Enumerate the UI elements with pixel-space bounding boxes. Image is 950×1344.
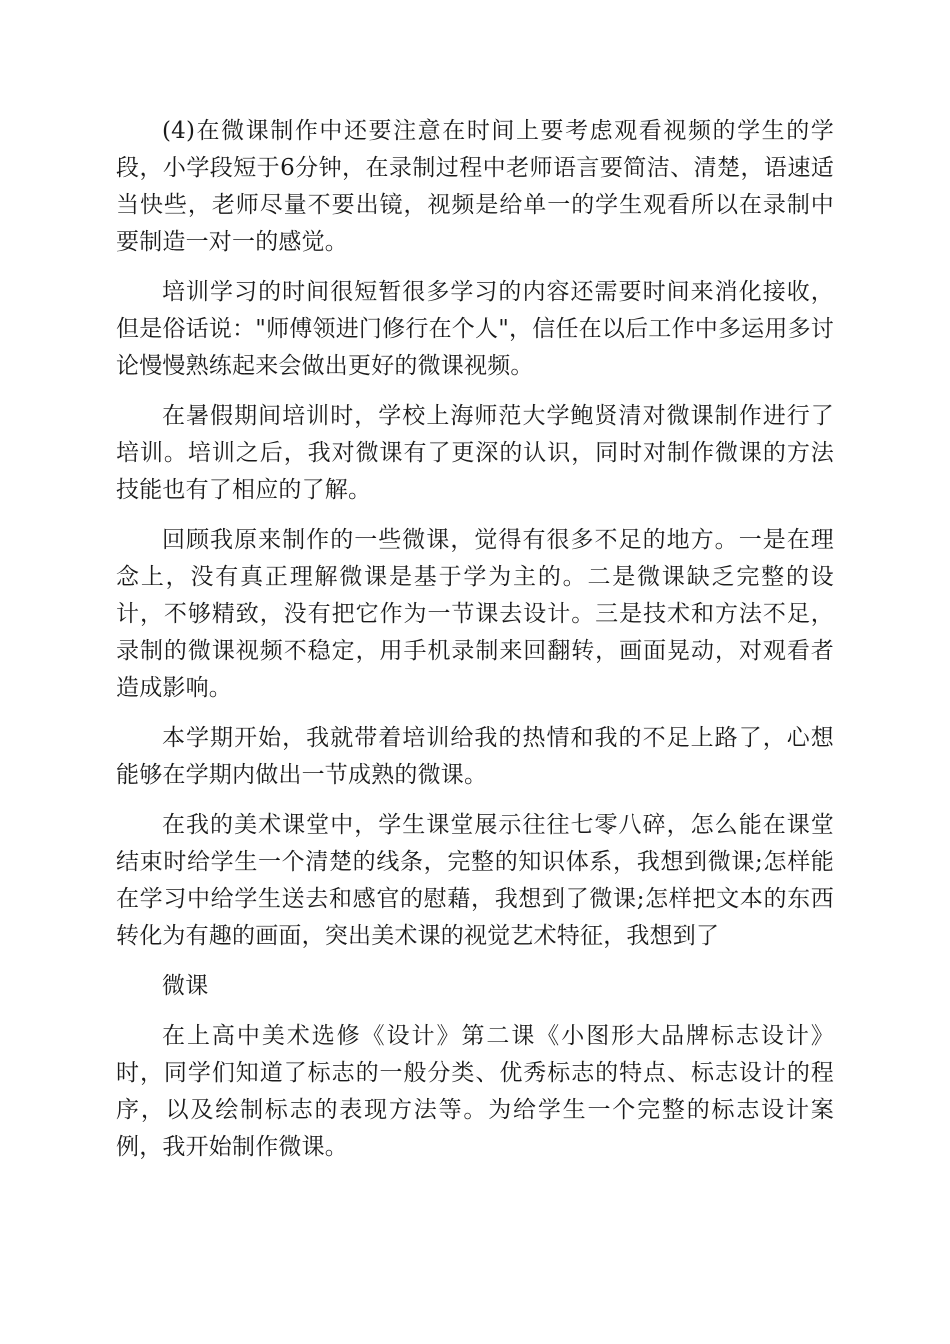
paragraph-6: 在我的美术课堂中，学生课堂展示往往七零八碎，怎么能在课堂结束时给学生一个清楚的线条，完整的知识体系，我想到微课;怎样能在学习中给学生送去和感官的慰藉，我想到了微课;怎样把文本的东西转化为有趣的画面，突出美术课的视觉艺术特征，我想到了 [116, 812, 834, 949]
paragraph-2: 培训学习的时间很短暂很多学习的内容还需要时间来消化接收，但是俗话说："师傅领进门修行在个人"，信任在以后工作中多运用多讨论慢慢熟练起来会做出更好的微课视频。 [116, 279, 834, 379]
document-body [116, 113, 834, 1179]
paragraph-4: 回顾我原来制作的一些微课，觉得有很多不足的地方。一是在理念上，没有真正理解微课是基于学为主的。二是微课缺乏完整的设计，不够精致，没有把它作为一节课去设计。三是技术和方法不足，录制的微课视频不稳定，用手机录制来回翻转，画面晃动，对观看者造成影响。 [116, 527, 834, 701]
paragraph-3: 在暑假期间培训时，学校上海师范大学鲍贤清对微课制作进行了培训。培训之后，我对微课有了更深的认识，同时对制作微课的方法技能也有了相应的了解。 [116, 403, 834, 503]
paragraph-7: 微课 [162, 973, 209, 999]
paragraph-5: 本学期开始，我就带着培训给我的热情和我的不足上路了，心想能够在学期内做出一节成熟的微课。 [116, 725, 834, 788]
paragraph-8: 在上高中美术选修《设计》第二课《小图形大品牌标志设计》时，同学们知道了标志的一般分类、优秀标志的特点、标志设计的程序，以及绘制标志的表现方法等。为给学生一个完整的标志设计案例，我开始制作微课。 [116, 1023, 834, 1160]
paragraph-1: (4)在微课制作中还要注意在时间上要考虑观看视频的学生的学段，小学段短于6分钟，在录制过程中老师语言要简洁、清楚，语速适当快些，老师尽量不要出镜，视频是给单一的学生观看所以在录制中要制造一对一的感觉。 [116, 118, 834, 255]
